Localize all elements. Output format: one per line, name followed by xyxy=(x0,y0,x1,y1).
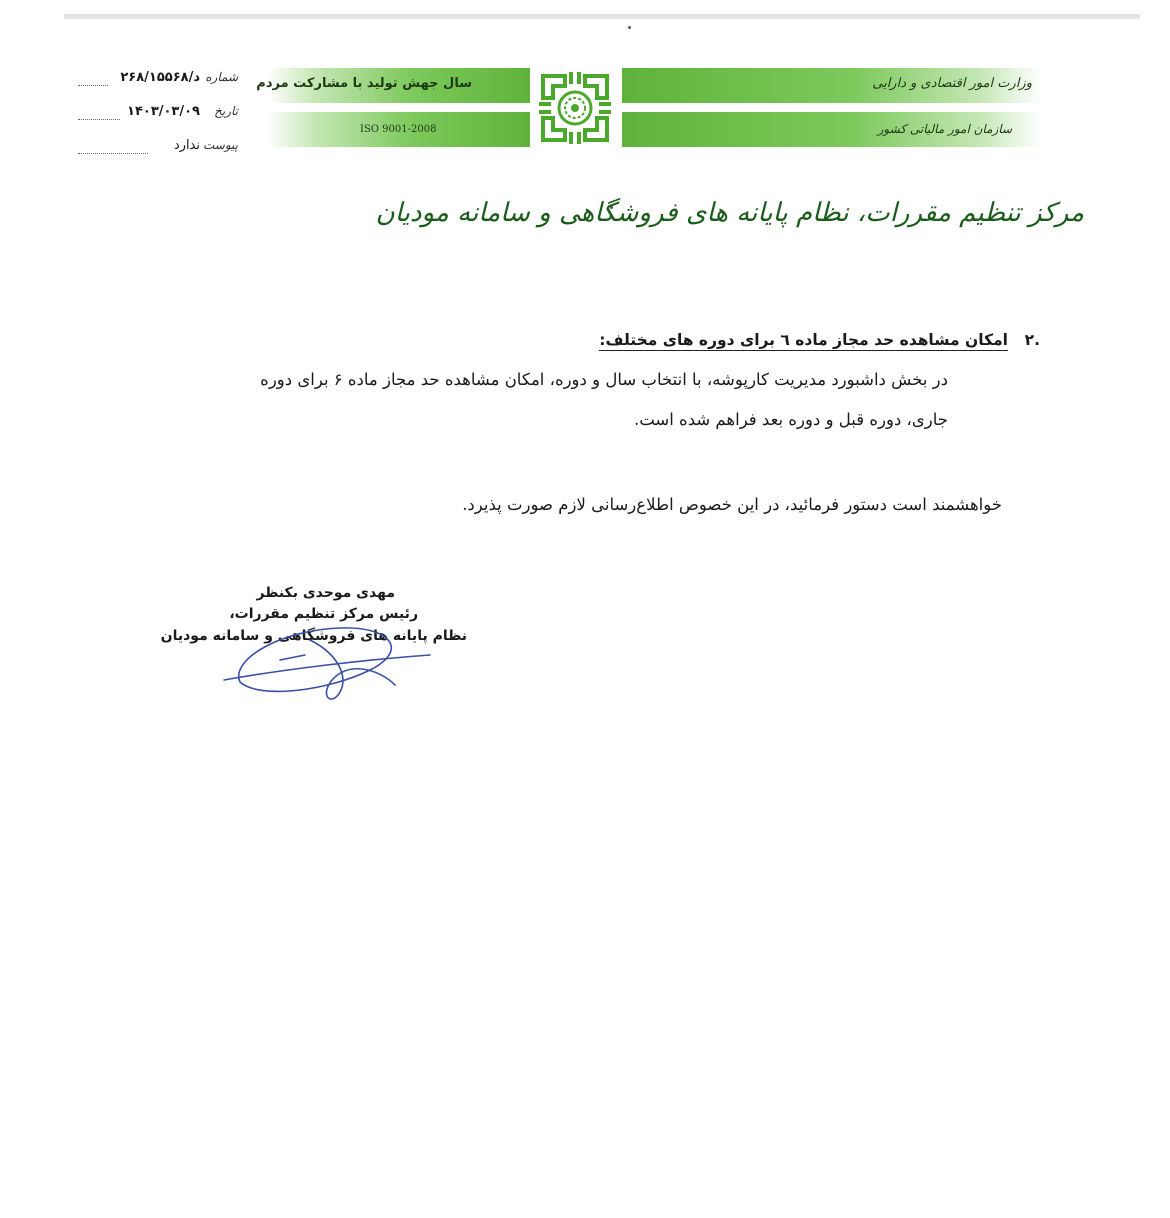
scan-speck xyxy=(628,26,631,29)
letter-attachment-label: پیوست xyxy=(203,138,238,152)
letter-date-value: ۱۴۰۳/۰۳/۰۹ xyxy=(127,104,200,119)
dotted-line xyxy=(78,119,120,120)
organization-band xyxy=(622,112,1042,147)
section-body-line-1: در بخش داشبورد مدیریت کارپوشه، با انتخاب سال و دوره، امکان مشاهده حد مجاز ماده ۶ برای دوره xyxy=(260,370,948,389)
ministry-text: وزارت امور اقتصادی و دارایی xyxy=(872,76,1032,91)
signatory-title-line-1: رئیس مرکز تنظیم مقررات، xyxy=(229,606,418,622)
signatory-name: مهدی موحدی بکنظر xyxy=(256,585,395,601)
section-body-line-2: جاری، دوره قبل و دوره بعد فراهم شده است. xyxy=(633,410,948,429)
iso-text: ISO 9001-2008 xyxy=(360,124,437,135)
dotted-line xyxy=(78,153,148,154)
signatory-title-line-2: نظام پایانه های فروشگاهی و سامانه مودیان xyxy=(160,628,467,644)
center-title: مرکز تنظیم مقررات، نظام پایانه های فروشگاهی و سامانه مودیان xyxy=(375,198,1084,228)
letter-date-row xyxy=(78,104,238,126)
letter-number-row xyxy=(78,70,238,92)
letter-date-label: تاریخ xyxy=(214,104,238,118)
ministry-band xyxy=(622,68,1042,103)
organization-text: سازمان امور مالیاتی کشور xyxy=(877,122,1012,136)
closing-request: خواهشمند است دستور فرمائید، در این خصوص اطلاع‌رسانی لازم صورت پذیرد. xyxy=(462,495,1002,514)
slogan-band xyxy=(256,68,530,103)
section-number: ۲. xyxy=(1024,331,1040,349)
iso-band xyxy=(268,112,530,147)
letter-attachment-value: ندارد xyxy=(173,138,200,153)
slogan-text: سال جهش تولید با مشارکت مردم xyxy=(256,76,472,91)
dotted-line xyxy=(78,85,108,86)
letter-number-value: د/۲۶۸/۱۵۵۶۸ xyxy=(120,70,200,85)
top-border xyxy=(64,14,1140,19)
section-heading: امکان مشاهده حد مجاز ماده ٦ برای دوره های مختلف: xyxy=(599,331,1008,349)
tax-organization-emblem-icon xyxy=(533,66,617,150)
letter-number-label: شماره xyxy=(205,70,238,84)
letter-attachment-row xyxy=(78,138,238,160)
handwritten-signature xyxy=(220,600,440,710)
